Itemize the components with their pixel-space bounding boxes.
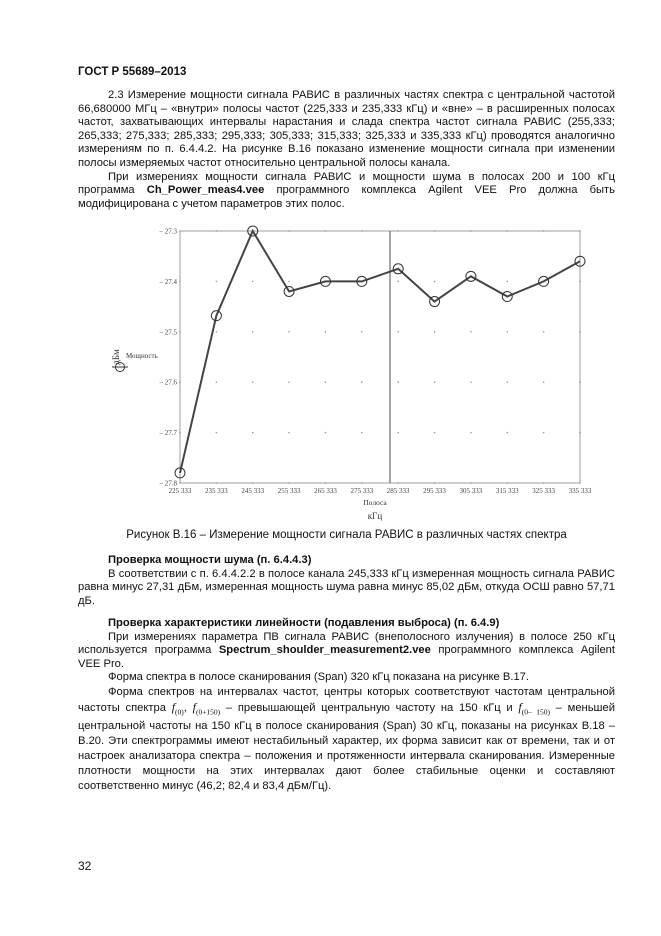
document-header: ГОСТ Р 55689–2013 bbox=[78, 66, 187, 78]
grid-dot bbox=[361, 331, 363, 333]
x-tick-label: 235 333 bbox=[204, 487, 228, 495]
noise-section bbox=[78, 554, 615, 608]
x-tick-label: 255 333 bbox=[277, 487, 301, 495]
figure-caption: Рисунок В.16 – Измерение мощности сигнала РАВИС в различных частях спектра bbox=[126, 529, 567, 541]
grid-dot bbox=[252, 281, 254, 283]
grid-dot bbox=[216, 381, 218, 383]
intro-paragraph-2 bbox=[78, 171, 615, 212]
x-tick-label: 265 333 bbox=[314, 487, 337, 495]
x-tick-labels bbox=[169, 487, 592, 495]
grid-dot bbox=[252, 381, 254, 383]
formula-comma: , bbox=[183, 701, 187, 714]
intro-section bbox=[78, 89, 615, 211]
y-tick-label: – 27.6 bbox=[159, 378, 177, 387]
grid-dot bbox=[397, 381, 399, 383]
plot-frame bbox=[180, 231, 580, 483]
grid-dot bbox=[470, 432, 472, 434]
grid-dot bbox=[506, 331, 508, 333]
intro-p2-text-end: программного комплекса Agilent VEE Pro должна быть модифицирована с учетом параметров этих полос. bbox=[78, 184, 615, 210]
grid-dot bbox=[325, 432, 327, 434]
grid-dot bbox=[434, 331, 436, 333]
formula-f-minus: $f_{(0- 150)}$ bbox=[518, 699, 550, 717]
x-tick-label: 315 333 bbox=[495, 487, 519, 495]
y-axis-label: дБм bbox=[111, 349, 121, 365]
grid-dot bbox=[543, 432, 545, 434]
grid-dot bbox=[252, 331, 254, 333]
grid-dot bbox=[288, 331, 290, 333]
program-name-2: Spectrum_shoulder_measurement2.vee bbox=[218, 644, 431, 657]
grid-dot bbox=[506, 281, 508, 283]
linearity-paragraph-1 bbox=[78, 631, 615, 672]
grid-dot bbox=[288, 432, 290, 434]
x-axis-unit: кГц bbox=[367, 511, 383, 521]
x-tick-label: 305 333 bbox=[459, 487, 483, 495]
linearity-p3-text-b: – превышающей центральную частоту на 150 кГц и bbox=[220, 701, 519, 714]
grid-dot bbox=[288, 381, 290, 383]
grid-dot bbox=[397, 432, 399, 434]
x-tick-label: 285 333 bbox=[386, 487, 410, 495]
power-chart bbox=[0, 222, 661, 522]
x-axis-label: Полоса bbox=[363, 498, 387, 507]
formula-f-plus: $f_{(0+150)}$ bbox=[192, 699, 221, 717]
grid-dot bbox=[397, 331, 399, 333]
y-tick-label: – 27.4 bbox=[159, 277, 177, 286]
grid-dot bbox=[361, 381, 363, 383]
x-tick-label: 335 333 bbox=[568, 487, 592, 495]
grid-dot bbox=[543, 331, 545, 333]
y-tick-labels bbox=[159, 228, 178, 488]
noise-heading: Проверка мощности шума (п. 6.4.4.3) bbox=[108, 554, 312, 566]
y-tick-label: – 27.7 bbox=[159, 429, 177, 438]
grid-dot bbox=[506, 432, 508, 434]
intro-paragraph-1: 2.3 Измерение мощности сигнала РАВИС в различных частях спектра с центральной частотой 66,680000 МГц – «внутри» полосы частот (225,333 и 235,333 кГц) и «вне» – в расширенных полосах частот, захватывающих интервалы нарастания и слада спектра частот сигнала РАВИС (255,333; 265,333; 275,333; 285,333; 295,333; 305,333; 315,333; 325,333 и 335,333 кГц) проводятся аналогично измерениям по п. 6.4.4.2. На рисунке В.16 показано изменение мощности сигнала при изменении полосы измеряемых частот относительно центральной полосы канала. bbox=[78, 89, 615, 169]
grid-dot bbox=[216, 281, 218, 283]
legend-label: Мощность bbox=[126, 352, 158, 360]
grid-dot bbox=[470, 381, 472, 383]
linearity-p1-text-end: программного комплекса Agilent VEE Pro. bbox=[78, 644, 615, 670]
x-tick-label: 295 333 bbox=[423, 487, 446, 495]
y-tick-label: – 27.5 bbox=[159, 328, 177, 337]
grid-dot bbox=[470, 331, 472, 333]
linearity-p3-text-a: Форма спектров на интервалах частот, центры которых соответствуют частотам центральной частоты спектра bbox=[78, 685, 615, 714]
grid-dot bbox=[434, 432, 436, 434]
grid-dot bbox=[216, 432, 218, 434]
grid-dot bbox=[543, 381, 545, 383]
grid-dot bbox=[216, 331, 218, 333]
x-tick-label: 225 333 bbox=[168, 487, 192, 495]
y-tick-label: – 27.8 bbox=[159, 479, 177, 488]
grid-dot bbox=[252, 432, 254, 434]
grid-dot bbox=[434, 281, 436, 283]
linearity-p1-text: При измерениях параметра ПВ сигнала РАВИС (внеполосного излучения) в полосе 250 кГц используется программа bbox=[78, 630, 615, 657]
formula-f0: $f_{(0)}$ bbox=[171, 699, 184, 717]
x-tick-label: 245 333 bbox=[241, 487, 265, 495]
x-tick-label: 275 333 bbox=[350, 487, 374, 495]
power-series-line bbox=[180, 231, 580, 473]
chart-grid bbox=[179, 230, 581, 484]
grid-dot bbox=[506, 381, 508, 383]
linearity-p3-text-c: – меньшей центральной частоты на 150 кГц в полосе сканирования (Span) 30 кГц, показаны на рисунках В.18 – В.20. Эти спектрограммы имеют нестабильный характер, их форма зависит как от времени, так и от настроек анализатора спектра – положения и протяженности интервала сканирования. Измеренные плотности мощности на этих интервалах дают более стабильные оценки и составляют соответственно минус (46,2; 82,4 и 83,4 дБм/Гц). bbox=[78, 701, 615, 793]
noise-paragraph: В соответствии с п. 6.4.4.2.2 в полосе канала 245,333 кГц измеренная мощность сигнала РАВИС равна минус 27,31 дБм, измеренная мощность шума равна минус 85,02 дБм, откуда ОСШ равно 57,71 дБ. bbox=[78, 567, 615, 607]
linearity-paragraph-2: Форма спектра в полосе сканирования (Span) 320 кГц показана на рисунке В.17. bbox=[108, 671, 530, 684]
grid-dot bbox=[288, 281, 290, 283]
grid-dot bbox=[434, 381, 436, 383]
linearity-paragraph-3 bbox=[78, 685, 615, 794]
intro-p2-text: При измерениях мощности сигнала РАВИС и мощности шума в полосах 200 и 100 кГц программа bbox=[78, 170, 615, 197]
linearity-section bbox=[78, 617, 615, 794]
page-number: 32 bbox=[78, 859, 92, 873]
x-tick-label: 325 333 bbox=[532, 487, 556, 495]
power-series-markers bbox=[175, 226, 585, 478]
grid-dot bbox=[361, 432, 363, 434]
y-tick-label: – 27.3 bbox=[159, 227, 177, 236]
grid-dot bbox=[325, 381, 327, 383]
linearity-heading: Проверка характеристики линейности (подавления выброса) (п. 6.4.9) bbox=[108, 617, 500, 629]
program-name: Ch_Power_meas4.vee bbox=[146, 184, 265, 197]
grid-dot bbox=[325, 331, 327, 333]
grid-dot bbox=[397, 281, 399, 283]
